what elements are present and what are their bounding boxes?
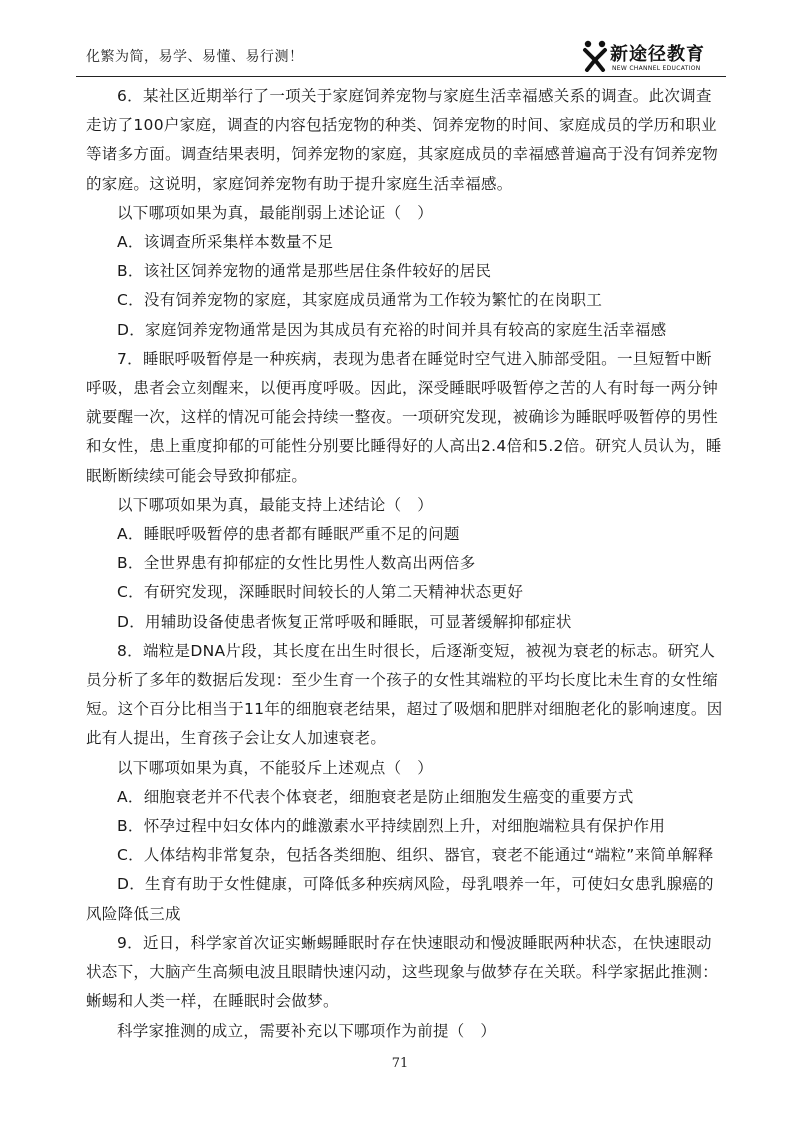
page-header — [0, 0, 800, 80]
question-8-prompt: 以下哪项如果为真，不能驳斥上述观点（ ） — [117, 758, 434, 777]
question-8-stem: 8．端粒是DNA片段，其长度在出生时很长，后逐渐变短，被视为衰老的标志。研究人员分析了多年的数据后发现：至少生育一个孩子的女性其端粒的平均长度比未生育的女性缩短。这个百分比相当于11年的细胞衰老结果，超过了吸烟和肥胖对细胞老化的影响速度。因此有人提出，生育孩子会让女人加速衰老。 — [86, 641, 723, 748]
question-7-option-d: D．用辅助设备使患者恢复正常呼吸和睡眠，可显著缓解抑郁症状 — [117, 612, 572, 631]
question-7-stem: 7．睡眠呼吸暂停是一种疾病，表现为患者在睡觉时空气进入肺部受阻。一旦短暂中断呼吸，患者会立刻醒来，以便再度呼吸。因此，深受睡眠呼吸暂停之苦的人有时每一两分钟就要醒一次，这样的情况可能会持续一整夜。一项研究发现，被确诊为睡眠呼吸暂停的男性和女性，患上重度抑郁的可能性分别要比睡得好的人高出2.4倍和5.2倍。研究人员认为，睡眠断断续续可能会导致抑郁症。 — [86, 349, 722, 485]
question-8-option-b: B．怀孕过程中妇女体内的雌激素水平持续剧烈上升，对细胞端粒具有保护作用 — [117, 817, 666, 836]
question-6-option-c: C．没有饲养宠物的家庭，其家庭成员通常为工作较为繁忙的在岗职工 — [117, 291, 603, 310]
header-slogan: 化繁为简，易学、易懂、易行测！ — [86, 49, 304, 65]
question-9-stem: 9．近日，科学家首次证实蜥蜴睡眠时存在快速眼动和慢波睡眠两种状态，在快速眼动状态下，大脑产生高频电波且眼睛快速闪动，这些现象与做梦存在关联。科学家据此推测：蜥蜴和人类一样，在睡眠时会做梦。 — [86, 933, 719, 1011]
page-number: 71 — [391, 1056, 409, 1071]
brand-tagline: NEW CHANNEL EDUCATION — [612, 65, 701, 72]
brand-logo-icon — [582, 40, 608, 72]
question-7-option-a: A．睡眠呼吸暂停的患者都有睡眠严重不足的问题 — [117, 525, 460, 544]
header-divider — [76, 76, 726, 77]
question-7-option-b: B．全世界患有抑郁症的女性比男性人数高出两倍多 — [117, 554, 476, 573]
question-8-option-c: C．人体结构非常复杂，包括各类细胞、组织、器官，衰老不能通过“端粒”来简单解释 — [117, 846, 714, 865]
question-6-stem: 6．某社区近期举行了一项关于家庭饲养宠物与家庭生活幸福感关系的调查。此次调查走访了100户家庭，调查的内容包括宠物的种类、饲养宠物的时间、家庭成员的学历和职业等诸多方面。调查结果表明，饲养宠物的家庭，其家庭成员的幸福感普遍高于没有饲养宠物的家庭。这说明，家庭饲养宠物有助于提升家庭生活幸福感。 — [86, 87, 719, 193]
question-6-option-d: D．家庭饲养宠物通常是因为其成员有充裕的时间并具有较高的家庭生活幸福感 — [117, 320, 667, 339]
brand-logo — [582, 40, 724, 74]
question-6-option-a: A．该调查所采集样本数量不足 — [117, 233, 334, 252]
question-6-option-b: B．该社区饲养宠物的通常是那些居住条件较好的居民 — [117, 262, 492, 281]
question-6-prompt: 以下哪项如果为真，最能削弱上述论证（ ） — [117, 203, 434, 222]
page-content — [86, 82, 726, 1046]
question-8-option-a: A．细胞衰老并不代表个体衰老，细胞衰老是防止细胞发生癌变的重要方式 — [117, 787, 634, 806]
question-8-option-d: D．生育有助于女性健康，可降低多种疾病风险，母乳喂养一年，可使妇女患乳腺癌的风险降低三成 — [86, 875, 714, 923]
question-7-option-c: C．有研究发现，深睡眠时间较长的人第二天精神状态更好 — [117, 583, 524, 602]
question-9-prompt: 科学家推测的成立，需要补充以下哪项作为前提（ ） — [117, 1021, 497, 1040]
brand-name: 新途径教育 — [610, 44, 705, 65]
question-7-prompt: 以下哪项如果为真，最能支持上述结论（ ） — [117, 495, 434, 514]
